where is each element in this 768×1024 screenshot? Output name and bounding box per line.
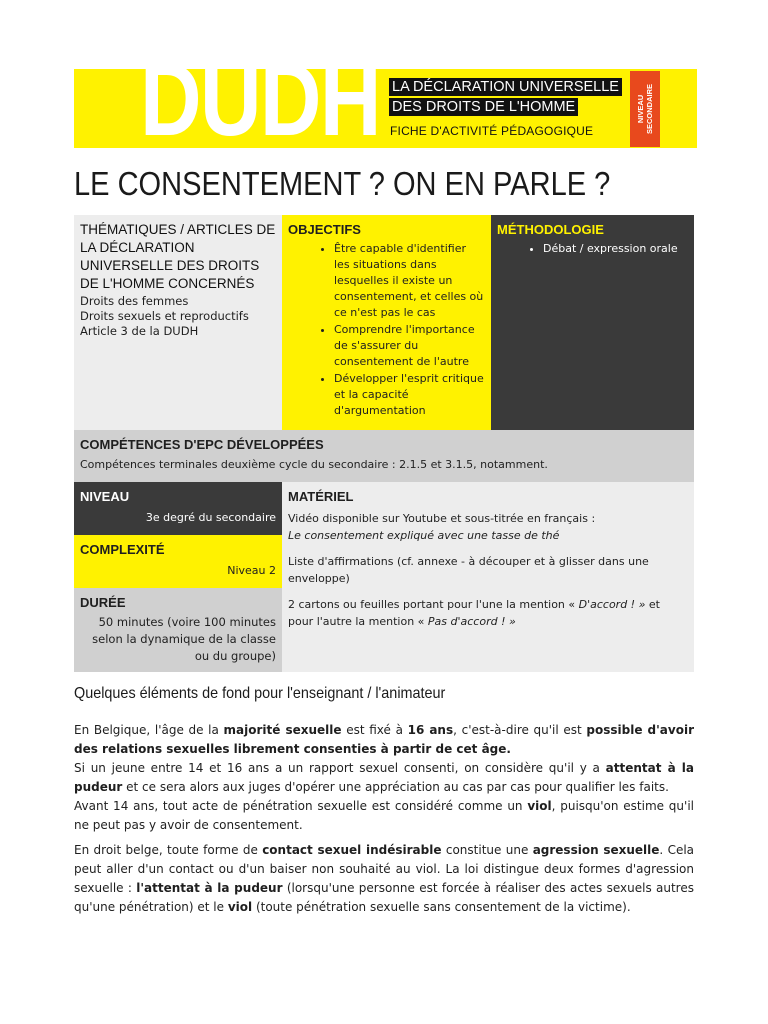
competences-heading: COMPÉTENCES D'EPC DÉVELOPPÉES (80, 437, 324, 452)
theme-item: Droits sexuels et reproductifs (80, 309, 249, 323)
level-badge (630, 71, 660, 147)
background-title: Quelques éléments de fond pour l'enseignant / l'animateur (74, 685, 446, 702)
themes-list (80, 294, 276, 339)
level-heading: NIVEAU (80, 489, 130, 504)
themes-heading: THÉMATIQUES / ARTICLES DE LA DÉCLARATION UNIVERSELLE DES DROITS DE L'HOMME CONCERNÉS (80, 222, 276, 291)
theme-item: Article 3 de la DUDH (80, 324, 199, 338)
material-video-title: Le consentement expliqué avec une tasse de thé (288, 529, 560, 542)
objectives-list (288, 241, 485, 419)
dudh-logo: DUDH (140, 42, 380, 158)
banner-title-line2: DES DROITS DE L'HOMME (389, 98, 578, 116)
material-heading: MATÉRIEL (288, 489, 354, 504)
material-p1: Vidéo disponible sur Youtube et sous-titrée en français : (288, 512, 596, 525)
complexity-value: Niveau 2 (227, 564, 276, 577)
objectives-heading: OBJECTIFS (288, 222, 361, 237)
level-value: 3e degré du secondaire (145, 511, 276, 524)
material-box (282, 482, 694, 672)
methodology-heading: MÉTHODOLOGIE (497, 222, 604, 237)
methodology-list (497, 241, 688, 257)
objective-item: • Développer l'esprit critique et la capacité d'argumentation (334, 371, 485, 419)
background-paragraph-2: En droit belge, toute forme de contact sexuel indésirable constitue une agression sexuelle. Cela peut aller d'un contact ou d'un baiser non souhaité au viol. La loi distingue deux formes d'agression sexuelle : l'attentat à la pudeur (lorsqu'une personne est forcée à réaliser des actes sexuels autres qu'une pénétration) et le viol (toute pénétration sexuelle sans consentement de la victime). (74, 843, 695, 914)
methodology-item: • Débat / expression orale (543, 241, 688, 257)
duration-box (74, 588, 282, 672)
level-box (74, 482, 282, 535)
level-badge-line1: NIVEAU (636, 94, 645, 124)
level-badge-line2: SECONDAIRE (645, 84, 654, 135)
banner-title-line1: LA DÉCLARATION UNIVERSELLE (389, 78, 622, 96)
theme-item: Droits des femmes (80, 294, 189, 308)
methodology-box (491, 215, 694, 430)
page-title: LE CONSENTEMENT ? ON EN PARLE ? (74, 165, 611, 202)
objective-item: • Être capable d'identifier les situations dans lesquelles il existe un consentement, et celles où ce n'est pas le cas (334, 241, 485, 321)
duration-value: 50 minutes (voire 100 minutes selon la dynamique de la classe ou du groupe) (92, 615, 276, 663)
complexity-box (74, 535, 282, 588)
material-p3: 2 cartons ou feuilles portant pour l'une la mention « D'accord ! » et pour l'autre la mention « Pas d'accord ! » (288, 598, 660, 628)
objectives-box (282, 215, 491, 430)
competences-box (74, 430, 694, 482)
objective-item: • Comprendre l'importance de s'assurer du consentement de l'autre (334, 322, 485, 370)
duration-heading: DURÉE (80, 595, 126, 610)
themes-box (74, 215, 282, 430)
complexity-heading: COMPLEXITÉ (80, 542, 165, 557)
competences-text: Compétences terminales deuxième cycle du secondaire : 2.1.5 et 3.1.5, notamment. (80, 458, 548, 471)
background-paragraph-1: En Belgique, l'âge de la majorité sexuelle est fixé à 16 ans, c'est-à-dire qu'il est possible d'avoir des relations sexuelles librement consenties à partir de cet âge. Si un jeune entre 14 et 16 ans a un rapport sexuel consenti, on considère qu'il y a attentat à la pudeur et ce sera alors aux juges d'opérer une appréciation au cas par cas pour qualifier les faits. Avant 14 ans, tout acte de pénétration sexuelle est considéré comme un viol, puisqu'on estime qu'il ne peut pas y avoir de consentement. (74, 723, 694, 832)
material-p2: Liste d'affirmations (cf. annexe - à découper et à glisser dans une enveloppe) (288, 555, 649, 585)
banner-title (389, 78, 619, 118)
banner-subtitle: FICHE D'ACTIVITÉ PÉDAGOGIQUE (390, 124, 594, 138)
